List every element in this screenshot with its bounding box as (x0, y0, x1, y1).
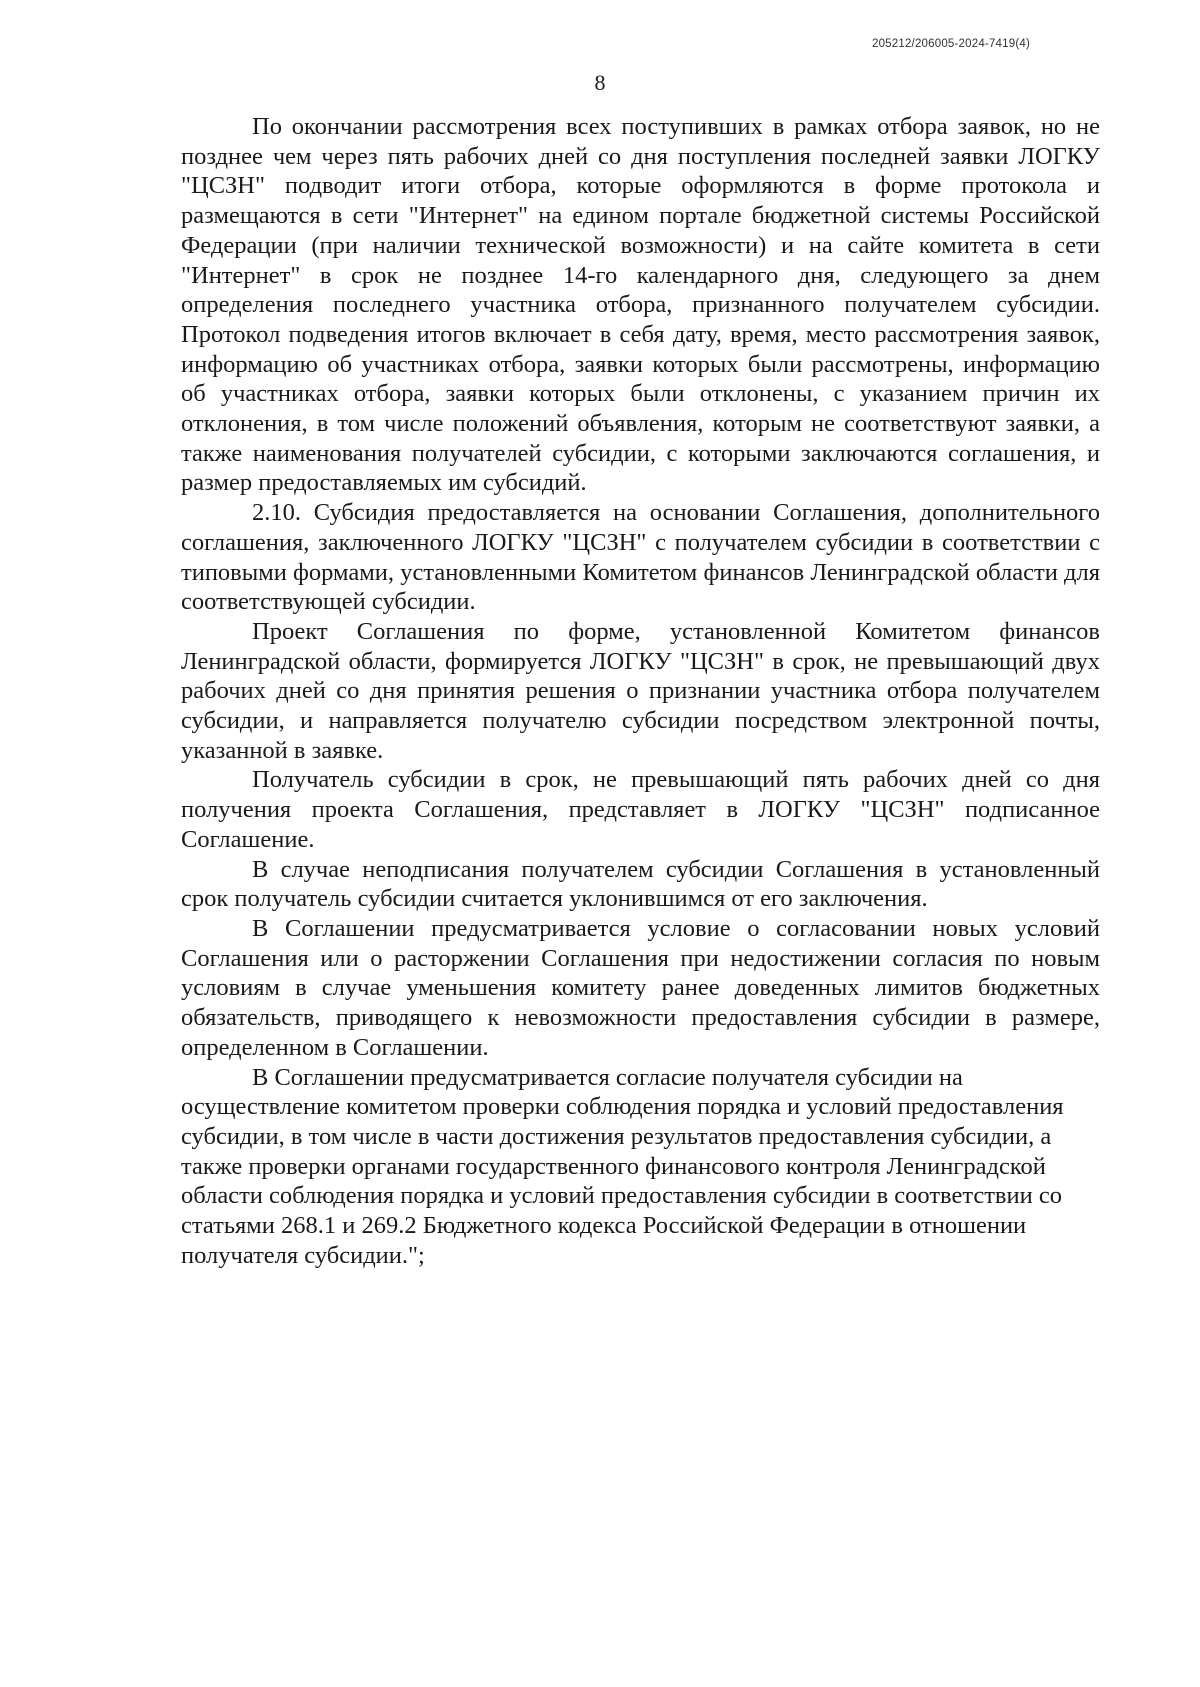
paragraph-recipient-signs: Получатель субсидии в срок, не превышающий пять рабочих дней со дня получения проекта Соглашения, представляет в ЛОГКУ "ЦСЗН" подписанное Соглашение. (181, 766, 1100, 853)
paragraph-non-signing: В случае неподписания получателем субсидии Соглашения в установленный срок получатель субсидии считается уклонившимся от его заключения. (181, 855, 1100, 913)
paragraph-2-10-subsidy-agreement: 2.10. Субсидия предоставляется на основании Соглашения, дополнительного соглашения, заключенного ЛОГКУ "ЦСЗН" с получателем субсидии в соответствии с типовыми формами, установленными Комитетом финансов Ленинградской области для соответствующей субсидии. (181, 499, 1100, 616)
paragraph-draft-agreement: Проект Соглашения по форме, установленной Комитетом финансов Ленинградской области, формируется ЛОГКУ "ЦСЗН" в срок, не превышающий двух рабочих дней со дня принятия решения о признании участника отбора получателем субсидии, и направляется получателю субсидии посредством электронной почты, указанной в заявке. (181, 617, 1100, 764)
document-body (181, 112, 1100, 1270)
paragraph-inspection-consent: В Соглашении предусматривается согласие получателя субсидии на осуществление комитетом проверки соблюдения порядка и условий предоставления субсидии, в том числе в части достижения результатов предоставления субсидии, а также проверки органами государственного финансового контроля Ленинградской области соблюдения порядка и условий предоставления субсидии в соответствии со статьями 268.1 и 269.2 Бюджетного кодекса Российской Федерации в отношении получателя субсидии."; (181, 1063, 1064, 1269)
document-registration-number: 205212/206005-2024-7419(4) (871, 38, 1030, 50)
page-number: 8 (594, 70, 606, 95)
paragraph-selection-results: По окончании рассмотрения всех поступивших в рамках отбора заявок, но не позднее чем через пять рабочих дней со дня поступления последней заявки ЛОГКУ "ЦСЗН" подводит итоги отбора, которые оформляются в форме протокола и размещаются в сети "Интернет" на едином портале бюджетной системы Российской Федерации (при наличии технической возможности) и на сайте комитета в сети "Интернет" в срок не позднее 14-го календарного дня, следующего за днем определения последнего участника отбора, признанного получателем субсидии. Протокол подведения итогов включает в себя дату, время, место рассмотрения заявок, информацию об участниках отбора, заявки которых были рассмотрены, информацию об участниках отбора, заявки которых были отклонены, с указанием причин их отклонения, в том числе положений объявления, которым не соответствуют заявки, а также наименования получателей субсидии, с которыми заключаются соглашения, и размер предоставляемых им субсидий. (181, 113, 1100, 497)
paragraph-new-conditions: В Соглашении предусматривается условие о согласовании новых условий Соглашения или о расторжении Соглашения при недостижении согласия по новым условиям в случае уменьшения комитету ранее доведенных лимитов бюджетных обязательств, приводящего к невозможности предоставления субсидии в размере, определенном в Соглашении. (181, 914, 1100, 1061)
